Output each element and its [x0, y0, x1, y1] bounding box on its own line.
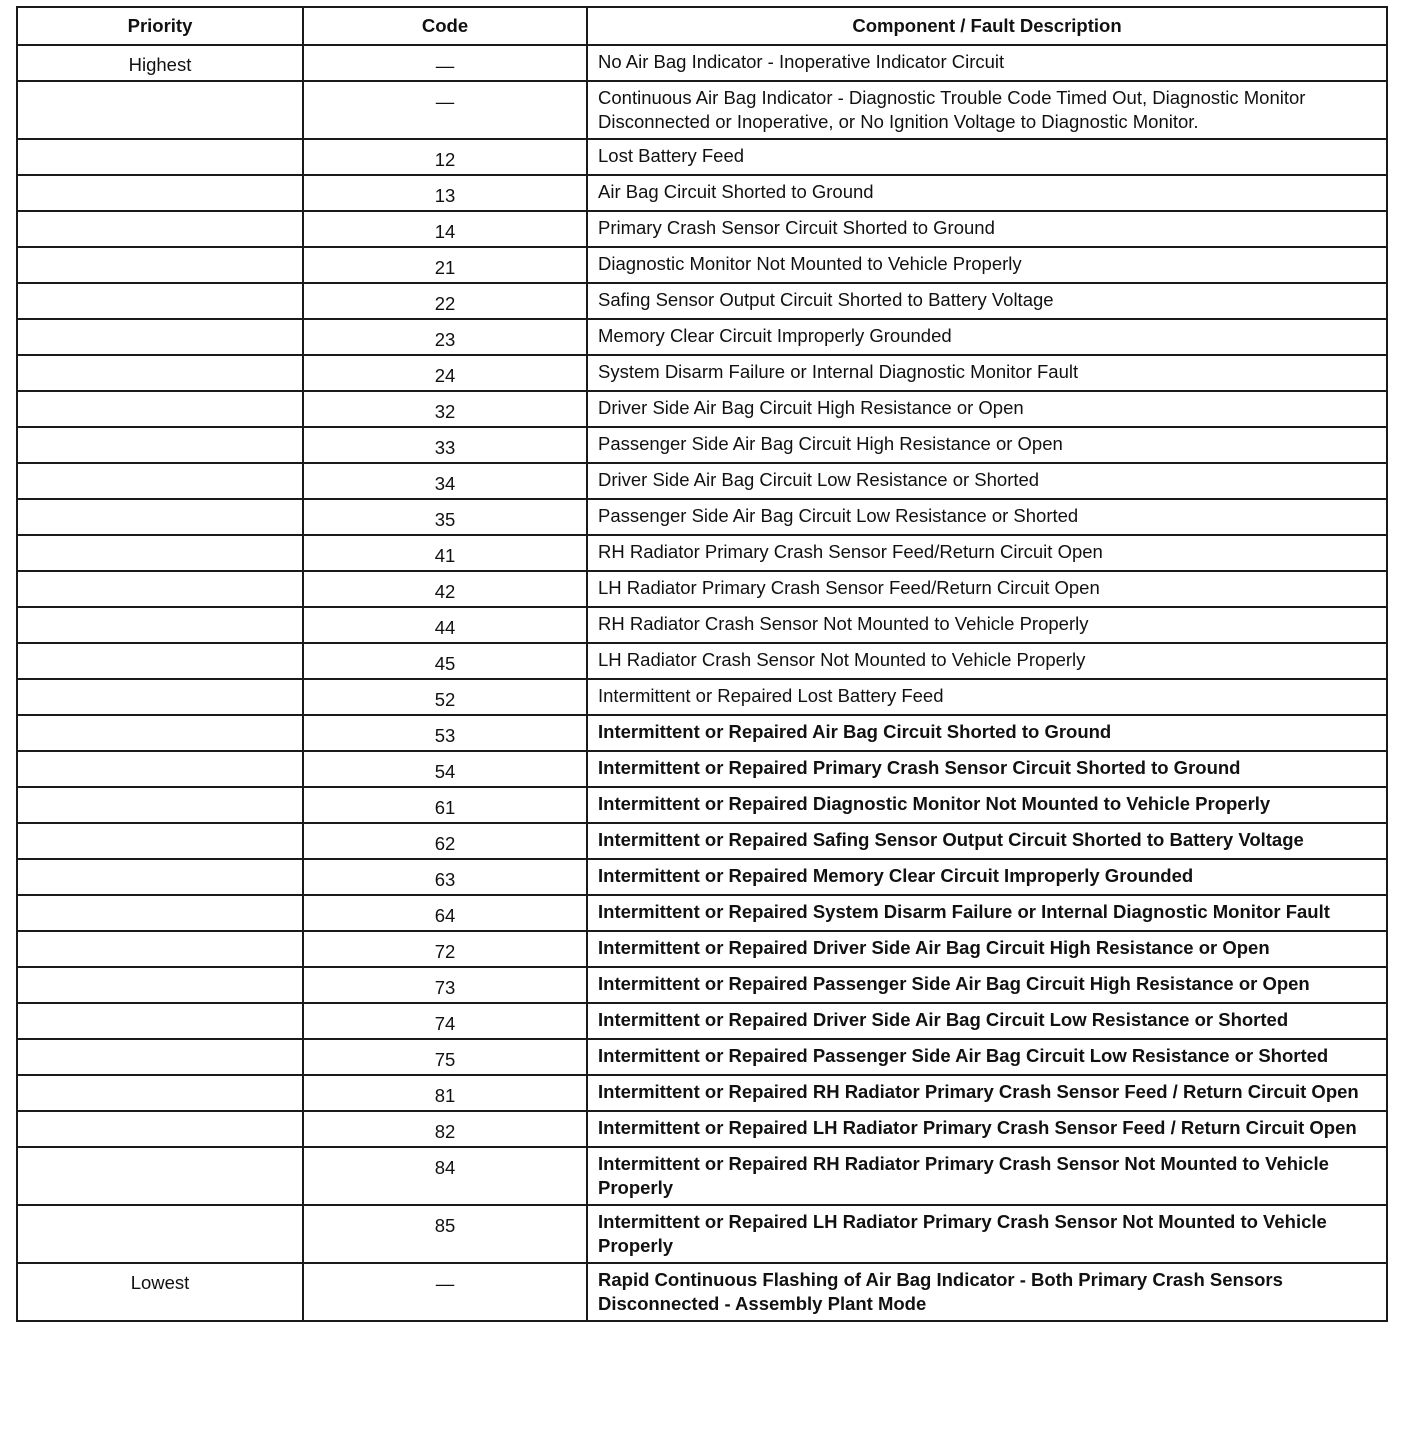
table-row — [17, 571, 1387, 607]
priority-cell: Lowest — [17, 1263, 303, 1321]
description-cell: Primary Crash Sensor Circuit Shorted to Ground — [587, 211, 1387, 247]
description-cell: Intermittent or Repaired Safing Sensor Output Circuit Shorted to Battery Voltage — [587, 823, 1387, 859]
code-cell: 81 — [303, 1075, 587, 1111]
priority-cell — [17, 535, 303, 571]
priority-cell — [17, 211, 303, 247]
code-cell: — — [303, 45, 587, 81]
priority-cell: Highest — [17, 45, 303, 81]
code-cell: 33 — [303, 427, 587, 463]
code-cell: 14 — [303, 211, 587, 247]
code-cell: 35 — [303, 499, 587, 535]
code-cell: 12 — [303, 139, 587, 175]
description-cell: Intermittent or Repaired Driver Side Air Bag Circuit Low Resistance or Shorted — [587, 1003, 1387, 1039]
code-cell: 74 — [303, 1003, 587, 1039]
description-cell: Air Bag Circuit Shorted to Ground — [587, 175, 1387, 211]
table-row — [17, 1111, 1387, 1147]
priority-cell — [17, 283, 303, 319]
table-row — [17, 823, 1387, 859]
description-cell: System Disarm Failure or Internal Diagnostic Monitor Fault — [587, 355, 1387, 391]
description-cell: RH Radiator Primary Crash Sensor Feed/Return Circuit Open — [587, 535, 1387, 571]
description-cell: Driver Side Air Bag Circuit High Resistance or Open — [587, 391, 1387, 427]
table-row — [17, 1147, 1387, 1205]
description-cell: Intermittent or Repaired Air Bag Circuit Shorted to Ground — [587, 715, 1387, 751]
priority-cell — [17, 967, 303, 1003]
description-cell: Intermittent or Repaired Driver Side Air Bag Circuit High Resistance or Open — [587, 931, 1387, 967]
diagnostic-code-table — [16, 6, 1388, 1322]
priority-cell — [17, 175, 303, 211]
priority-cell — [17, 571, 303, 607]
description-cell: No Air Bag Indicator - Inoperative Indicator Circuit — [587, 45, 1387, 81]
code-cell: 82 — [303, 1111, 587, 1147]
priority-cell — [17, 1075, 303, 1111]
description-cell: Passenger Side Air Bag Circuit High Resistance or Open — [587, 427, 1387, 463]
description-cell: Diagnostic Monitor Not Mounted to Vehicle Properly — [587, 247, 1387, 283]
priority-cell — [17, 715, 303, 751]
table-row — [17, 427, 1387, 463]
code-cell: 75 — [303, 1039, 587, 1075]
code-cell: 41 — [303, 535, 587, 571]
description-cell: Lost Battery Feed — [587, 139, 1387, 175]
description-cell: Intermittent or Repaired Lost Battery Feed — [587, 679, 1387, 715]
code-cell: 24 — [303, 355, 587, 391]
description-cell: Intermittent or Repaired System Disarm Failure or Internal Diagnostic Monitor Fault — [587, 895, 1387, 931]
code-cell: 63 — [303, 859, 587, 895]
priority-cell — [17, 427, 303, 463]
code-cell: 22 — [303, 283, 587, 319]
table-row — [17, 211, 1387, 247]
table-row — [17, 931, 1387, 967]
code-cell: 64 — [303, 895, 587, 931]
priority-cell — [17, 319, 303, 355]
priority-cell — [17, 643, 303, 679]
priority-cell — [17, 1205, 303, 1263]
description-cell: Safing Sensor Output Circuit Shorted to Battery Voltage — [587, 283, 1387, 319]
header-row — [17, 7, 1387, 45]
priority-cell — [17, 895, 303, 931]
priority-cell — [17, 1147, 303, 1205]
table-row — [17, 859, 1387, 895]
priority-header: Priority — [17, 7, 303, 45]
table-row — [17, 607, 1387, 643]
table-row — [17, 247, 1387, 283]
priority-cell — [17, 463, 303, 499]
table-row — [17, 1075, 1387, 1111]
priority-cell — [17, 751, 303, 787]
table-row — [17, 45, 1387, 81]
table-row — [17, 679, 1387, 715]
code-cell: 45 — [303, 643, 587, 679]
code-cell: 23 — [303, 319, 587, 355]
description-cell: Intermittent or Repaired LH Radiator Primary Crash Sensor Feed / Return Circuit Open — [587, 1111, 1387, 1147]
priority-cell — [17, 1111, 303, 1147]
priority-cell — [17, 355, 303, 391]
priority-cell — [17, 499, 303, 535]
priority-cell — [17, 607, 303, 643]
code-cell: 13 — [303, 175, 587, 211]
table-row — [17, 499, 1387, 535]
code-cell: 85 — [303, 1205, 587, 1263]
table-row — [17, 1263, 1387, 1321]
description-cell: Intermittent or Repaired LH Radiator Primary Crash Sensor Not Mounted to Vehicle Properly — [587, 1205, 1387, 1263]
table-row — [17, 81, 1387, 139]
priority-cell — [17, 1039, 303, 1075]
code-cell: 34 — [303, 463, 587, 499]
description-header: Component / Fault Description — [587, 7, 1387, 45]
table-row — [17, 355, 1387, 391]
code-cell: 73 — [303, 967, 587, 1003]
code-cell: 32 — [303, 391, 587, 427]
table-row — [17, 643, 1387, 679]
description-cell: Driver Side Air Bag Circuit Low Resistance or Shorted — [587, 463, 1387, 499]
code-cell: 21 — [303, 247, 587, 283]
table-row — [17, 751, 1387, 787]
code-cell: 44 — [303, 607, 587, 643]
code-cell: 53 — [303, 715, 587, 751]
table-row — [17, 1205, 1387, 1263]
table-row — [17, 391, 1387, 427]
table-row — [17, 283, 1387, 319]
description-cell: Intermittent or Repaired Memory Clear Circuit Improperly Grounded — [587, 859, 1387, 895]
table-row — [17, 1003, 1387, 1039]
table-row — [17, 535, 1387, 571]
table-row — [17, 463, 1387, 499]
description-cell: Intermittent or Repaired Passenger Side Air Bag Circuit Low Resistance or Shorted — [587, 1039, 1387, 1075]
table-row — [17, 175, 1387, 211]
table-row — [17, 1039, 1387, 1075]
table-row — [17, 139, 1387, 175]
description-cell: Continuous Air Bag Indicator - Diagnostic Trouble Code Timed Out, Diagnostic Monitor Disconnected or Inoperative, or No Ignition Voltage to Diagnostic Monitor. — [587, 81, 1387, 139]
table-row — [17, 967, 1387, 1003]
table-row — [17, 787, 1387, 823]
table-row — [17, 895, 1387, 931]
code-cell: 54 — [303, 751, 587, 787]
code-cell: — — [303, 1263, 587, 1321]
description-cell: Rapid Continuous Flashing of Air Bag Indicator - Both Primary Crash Sensors Disconnected - Assembly Plant Mode — [587, 1263, 1387, 1321]
description-cell: LH Radiator Primary Crash Sensor Feed/Return Circuit Open — [587, 571, 1387, 607]
priority-cell — [17, 787, 303, 823]
priority-cell — [17, 823, 303, 859]
priority-cell — [17, 247, 303, 283]
code-cell: 84 — [303, 1147, 587, 1205]
code-cell: 61 — [303, 787, 587, 823]
description-cell: Intermittent or Repaired Passenger Side Air Bag Circuit High Resistance or Open — [587, 967, 1387, 1003]
priority-cell — [17, 679, 303, 715]
code-cell: 52 — [303, 679, 587, 715]
priority-cell — [17, 859, 303, 895]
code-header: Code — [303, 7, 587, 45]
description-cell: LH Radiator Crash Sensor Not Mounted to Vehicle Properly — [587, 643, 1387, 679]
priority-cell — [17, 391, 303, 427]
code-cell: 42 — [303, 571, 587, 607]
description-cell: Intermittent or Repaired RH Radiator Primary Crash Sensor Feed / Return Circuit Open — [587, 1075, 1387, 1111]
table-row — [17, 715, 1387, 751]
priority-cell — [17, 139, 303, 175]
description-cell: Intermittent or Repaired Primary Crash Sensor Circuit Shorted to Ground — [587, 751, 1387, 787]
description-cell: RH Radiator Crash Sensor Not Mounted to Vehicle Properly — [587, 607, 1387, 643]
code-cell: — — [303, 81, 587, 139]
priority-cell — [17, 931, 303, 967]
description-cell: Intermittent or Repaired Diagnostic Monitor Not Mounted to Vehicle Properly — [587, 787, 1387, 823]
code-cell: 72 — [303, 931, 587, 967]
priority-cell — [17, 81, 303, 139]
code-cell: 62 — [303, 823, 587, 859]
priority-cell — [17, 1003, 303, 1039]
table-row — [17, 319, 1387, 355]
description-cell: Memory Clear Circuit Improperly Grounded — [587, 319, 1387, 355]
description-cell: Passenger Side Air Bag Circuit Low Resistance or Shorted — [587, 499, 1387, 535]
description-cell: Intermittent or Repaired RH Radiator Primary Crash Sensor Not Mounted to Vehicle Properly — [587, 1147, 1387, 1205]
